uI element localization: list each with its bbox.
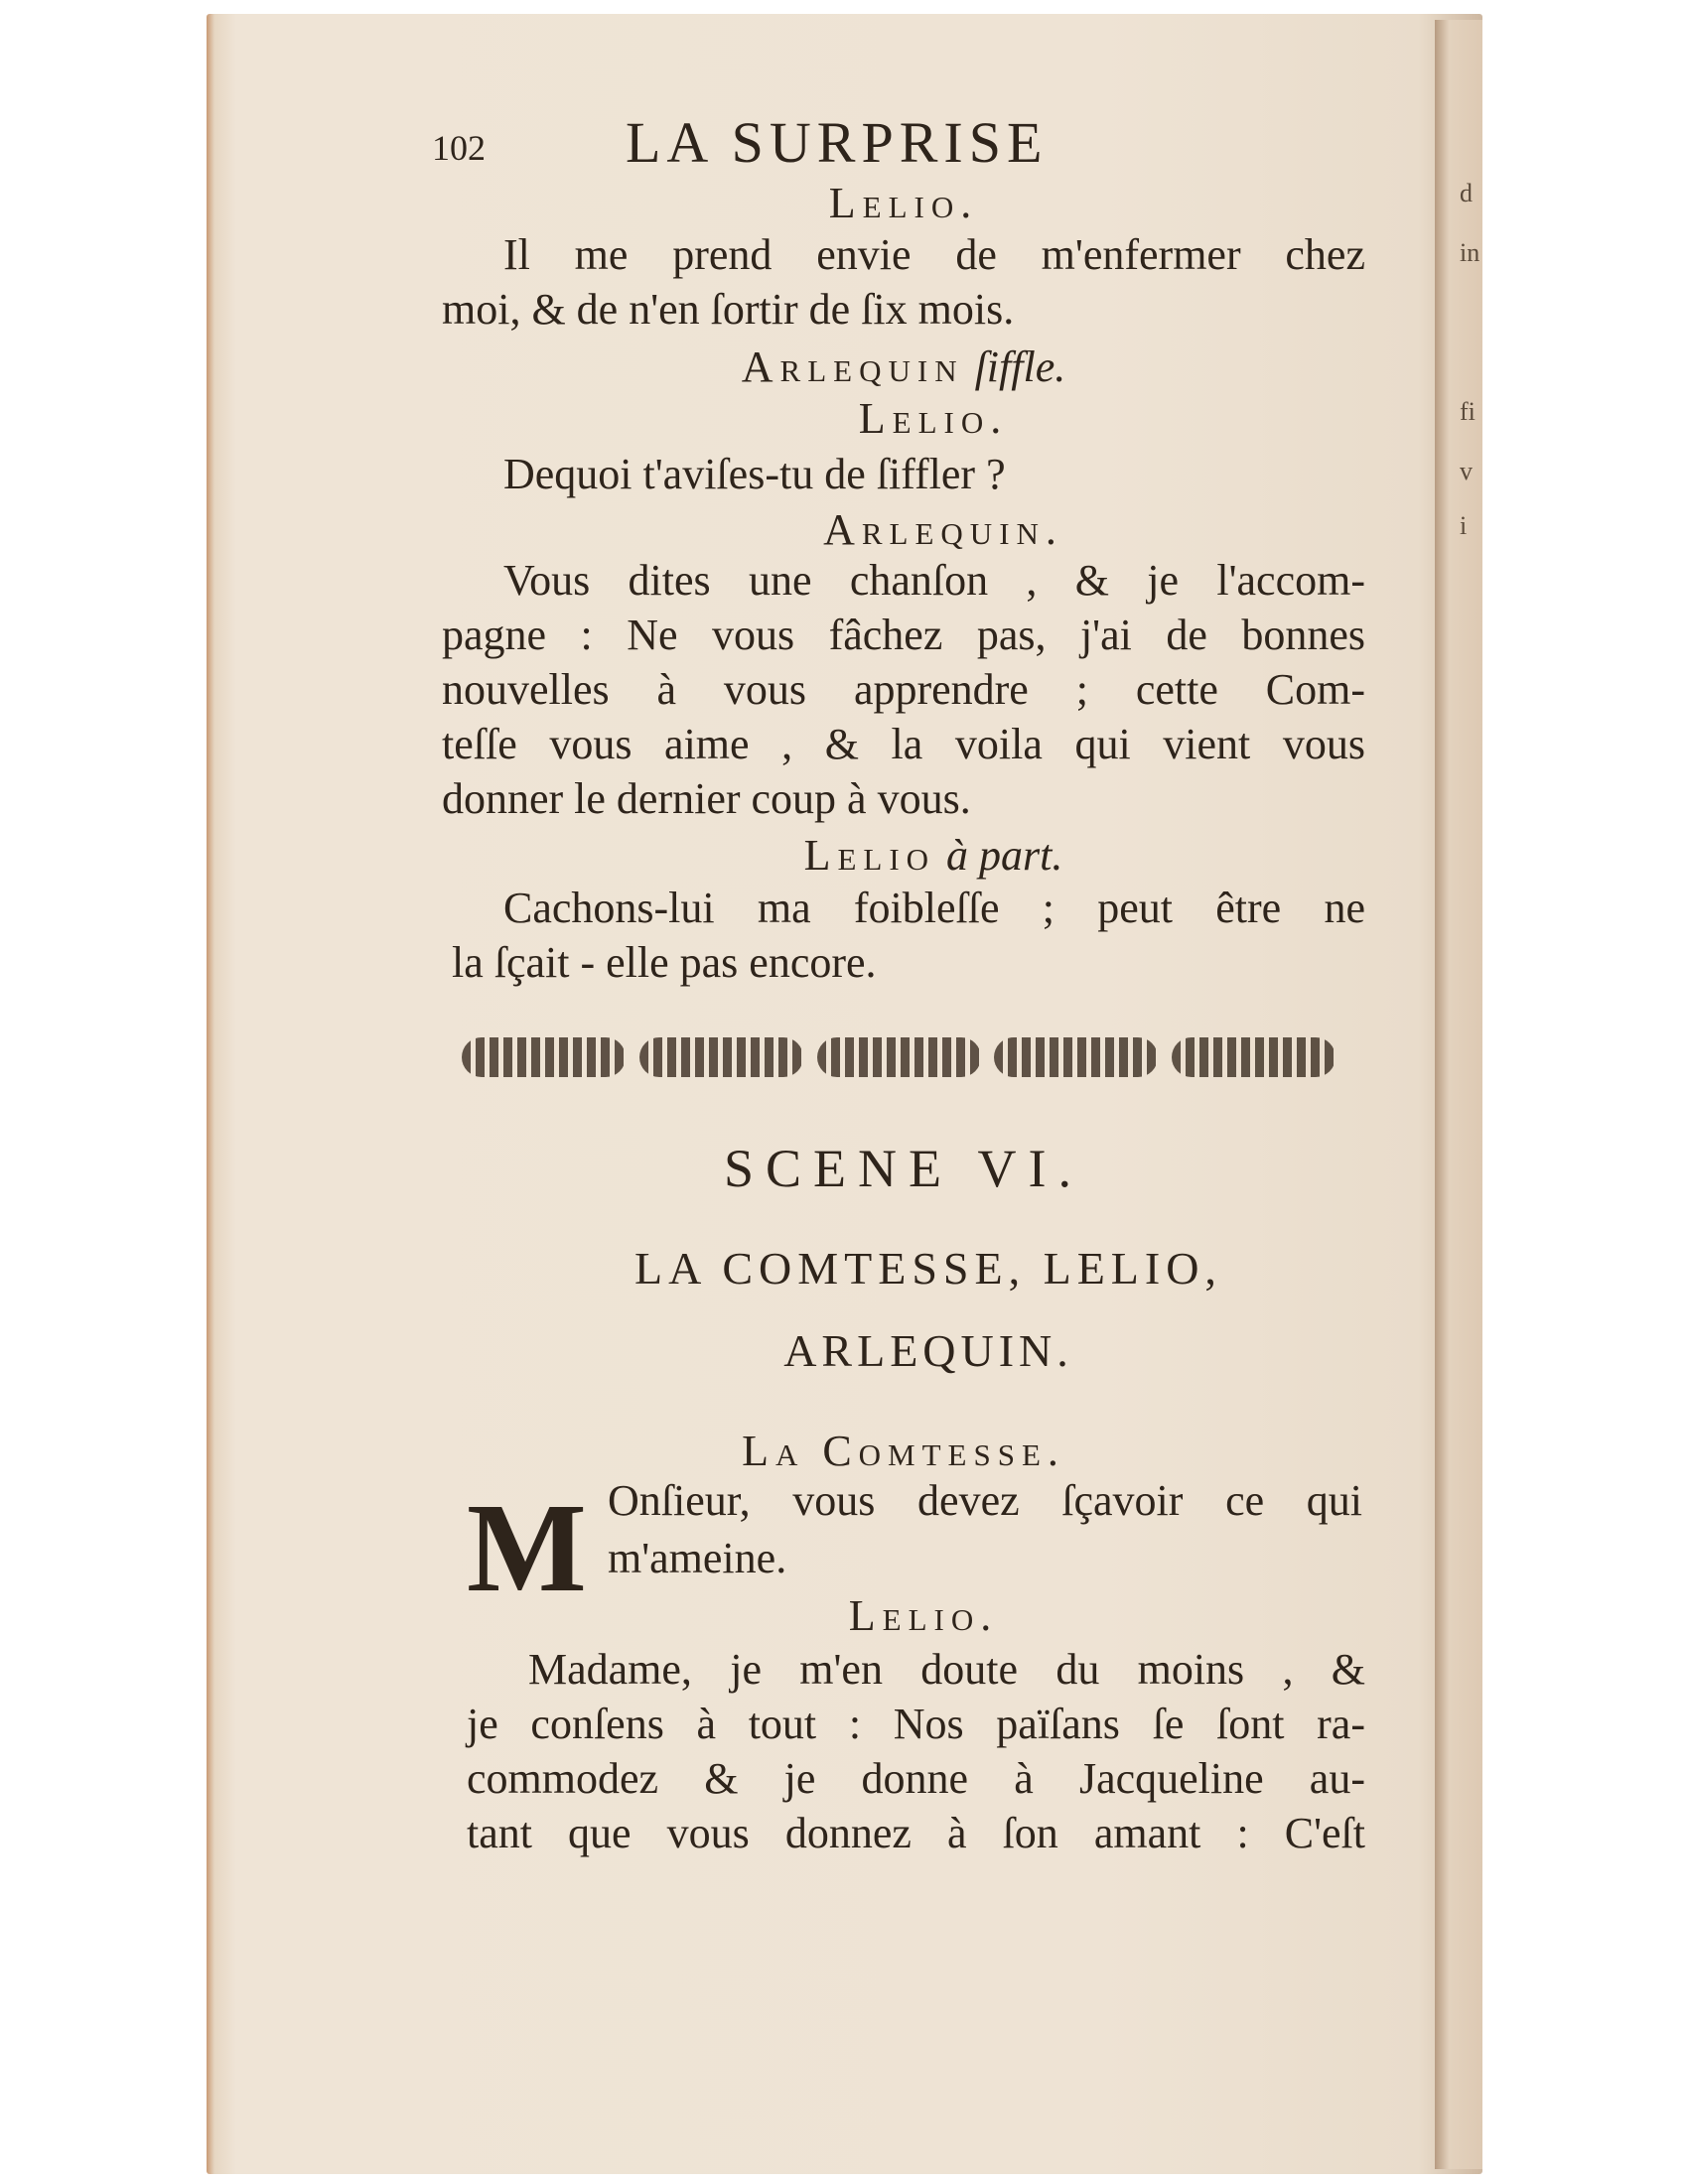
text-line: Onſieur, vous devez ſçavoir ce qui: [608, 1476, 1362, 1525]
verso-fragment: v: [1460, 457, 1473, 485]
speaker-label: Lelio.: [848, 1591, 999, 1640]
text-line: Cachons-lui ma foibleſſe ; peut être ne: [503, 884, 1365, 932]
text-line: Il me prend envie de m'enfermer chez: [503, 230, 1365, 279]
text-line: moi, & de n'en ſortir de ſix mois.: [442, 285, 1015, 334]
speaker-label: La Comtesse.: [742, 1427, 1065, 1475]
verso-fragment: fi: [1460, 397, 1476, 426]
speaker-name: Arlequin: [741, 342, 964, 391]
page-number: 102: [432, 128, 486, 168]
text-line: je conſens à tout : Nos païſans ſe ſont ra-: [467, 1700, 1365, 1748]
speaker-label: Lelio.: [858, 394, 1009, 443]
text-line: pagne : Ne vous fâchez pas, j'ai de bonnes: [442, 611, 1365, 659]
stage-direction: à part.: [946, 831, 1063, 880]
text-line: Dequoi t'aviſes-tu de ſiffler ?: [503, 450, 1006, 498]
cast-list: LA COMTESSE, LELIO,: [634, 1243, 1222, 1294]
running-title: LA SURPRISE: [626, 110, 1049, 175]
text-line: la ſçait - elle pas encore.: [452, 938, 877, 987]
verso-fragment: in: [1460, 238, 1480, 267]
speaker-label: [442, 342, 1365, 391]
ornamental-divider: [462, 1037, 1336, 1082]
verso-fragment: i: [1460, 511, 1468, 540]
text-line: donner le dernier coup à vous.: [442, 774, 971, 823]
scene-heading: SCENE VI.: [723, 1139, 1084, 1198]
cast-list: ARLEQUIN.: [783, 1325, 1073, 1376]
speaker-label: Lelio.: [828, 179, 979, 227]
speaker-label: Arlequin.: [823, 505, 1063, 554]
facing-page-edge: [1435, 20, 1482, 2169]
text-line: teſſe vous aime , & la voila qui vient vous: [442, 720, 1365, 768]
speaker-name: Lelio: [803, 831, 936, 880]
text-line: Vous dites une chanſon , & je l'accom-: [503, 556, 1365, 605]
verso-fragment: d: [1460, 179, 1473, 207]
stage-direction: ſiffle.: [974, 342, 1066, 391]
text-line: tant que vous donnez à ſon amant : C'eſt: [467, 1809, 1365, 1857]
speaker-label: [442, 831, 1365, 880]
text-line: nouvelles à vous apprendre ; cette Com-: [442, 665, 1365, 714]
drop-cap: M: [467, 1477, 587, 1618]
text-line: Madame, je m'en doute du moins , &: [528, 1645, 1365, 1694]
text-line: m'ameine.: [608, 1534, 787, 1582]
text-line: commodez & je donne à Jacqueline au-: [467, 1754, 1365, 1803]
